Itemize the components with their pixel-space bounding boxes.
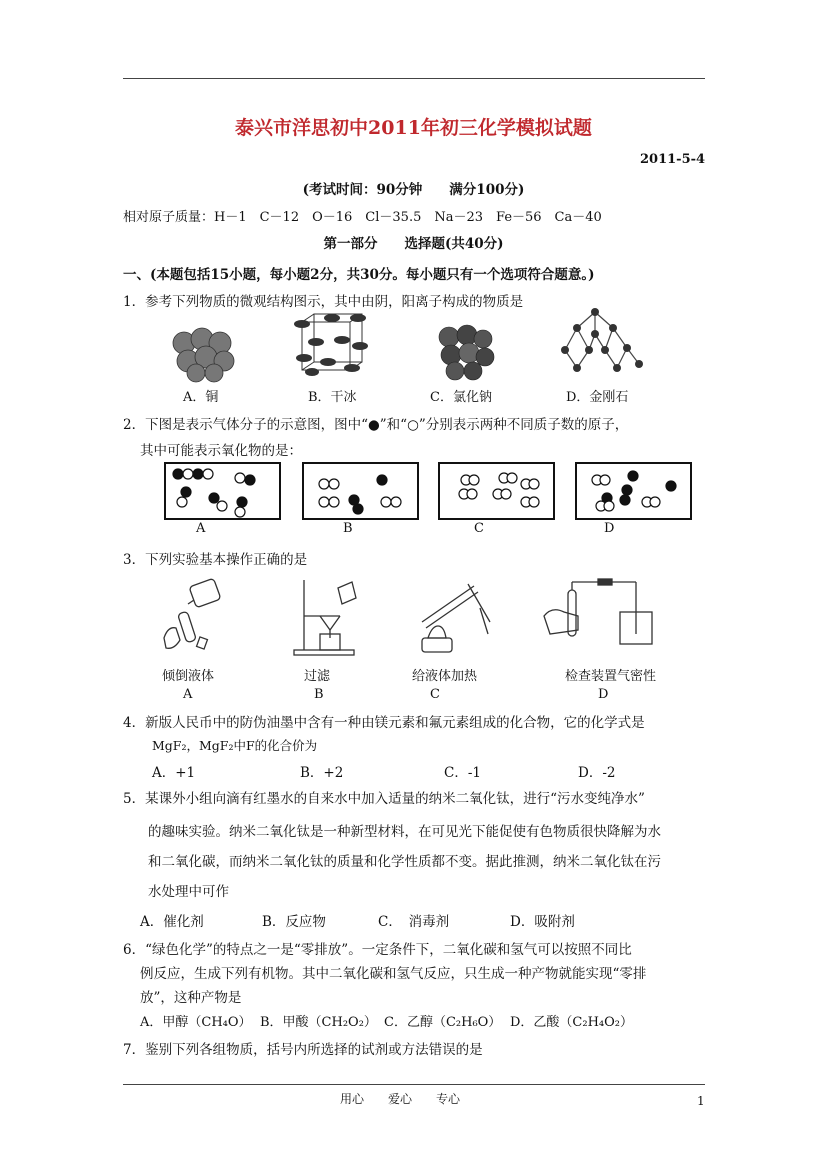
q3-stem: 3．下列实验基本操作正确的是 bbox=[123, 552, 308, 568]
q6-option-a: A．甲醇（CH₄O） bbox=[140, 1015, 252, 1030]
molecule-diagram-b bbox=[302, 462, 420, 522]
q4-stem-line2: MgF₂，MgF₂中F的化合价为 bbox=[152, 738, 318, 753]
page-title: 泰兴市洋思初中2011年初三化学模拟试题 bbox=[235, 117, 592, 139]
q2-stem-line2: 其中可能表示氧化物的是： bbox=[140, 443, 302, 459]
copper-structure-image bbox=[170, 323, 240, 381]
q5-option-d: D．吸附剂 bbox=[510, 914, 575, 930]
q2-label-d: D bbox=[604, 521, 615, 536]
atomic-masses: 相对原子质量：H－1 C－12 O－16 Cl－35.5 Na－23 Fe－56 Ca－40 bbox=[123, 210, 602, 225]
heating-liquid-image bbox=[408, 578, 498, 658]
q5-line3: 和二氧化碳，而纳米二氧化钛的质量和化学性质都不变。据此推测，纳米二氧化钛在污 bbox=[148, 854, 661, 870]
part-heading: 第一部分 选择题(共40分) bbox=[323, 236, 504, 252]
q6-line1: 6．“绿色化学”的特点之一是“零排放”。一定条件下，二氧化碳和氢气可以按照不同比 bbox=[123, 942, 632, 958]
q6-option-b: B．甲酸（CH₂O₂） bbox=[260, 1015, 377, 1030]
q3-label-b: B bbox=[314, 687, 324, 702]
q7-stem: 7．鉴别下列各组物质，括号内所选择的试剂或方法错误的是 bbox=[123, 1042, 483, 1058]
dry-ice-structure-image bbox=[292, 312, 372, 382]
exam-info: (考试时间：90分钟 满分100分) bbox=[302, 182, 525, 198]
filtration-image bbox=[290, 578, 370, 658]
q3-caption-c: 给液体加热 bbox=[412, 669, 478, 684]
q2-label-c: C bbox=[474, 521, 484, 536]
molecule-diagram-c bbox=[438, 462, 556, 522]
q5-option-b: B．反应物 bbox=[262, 914, 326, 930]
q1-option-a: A．铜 bbox=[183, 390, 219, 405]
q2-stem-line1: 2．下图是表示气体分子的示意图，图中“●”和“○”分别表示两种不同质子数的原子， bbox=[123, 417, 629, 433]
footer-rule bbox=[123, 1084, 705, 1085]
q1-option-c: C．氯化钠 bbox=[430, 390, 492, 405]
q1-stem: 1．参考下列物质的微观结构图示，其中由阴，阳离子构成的物质是 bbox=[123, 294, 524, 310]
q6-option-c: C．乙醇（C₂H₆O） bbox=[384, 1015, 502, 1030]
q2-label-b: B bbox=[343, 521, 353, 536]
q5-option-a: A．催化剂 bbox=[140, 914, 204, 930]
q1-option-b: B．干冰 bbox=[308, 390, 357, 405]
exam-date: 2011-5-4 bbox=[640, 152, 706, 167]
molecule-diagram-d bbox=[575, 462, 693, 522]
q4-option-d: D．-2 bbox=[578, 765, 616, 781]
q3-label-d: D bbox=[598, 687, 609, 702]
q3-label-a: A bbox=[183, 687, 193, 702]
q6-option-d: D．乙酸（C₂H₄O₂） bbox=[510, 1015, 633, 1030]
airtightness-check-image bbox=[540, 576, 670, 658]
page-number: 1 bbox=[697, 1094, 705, 1108]
diamond-structure-image bbox=[555, 306, 645, 382]
q4-stem-line1: 4．新版人民币中的防伪油墨中含有一种由镁元素和氟元素组成的化合物，它的化学式是 bbox=[123, 715, 645, 731]
q4-option-b: B．+2 bbox=[300, 765, 344, 781]
q5-option-c: C． 消毒剂 bbox=[378, 914, 450, 930]
q1-option-d: D．金刚石 bbox=[566, 390, 629, 405]
footer-motto: 用心 爱心 专心 bbox=[340, 1092, 461, 1106]
q5-line4: 水处理中可作 bbox=[148, 884, 229, 900]
sodium-chloride-structure-image bbox=[437, 323, 495, 381]
pouring-liquid-image bbox=[158, 578, 228, 656]
q2-label-a: A bbox=[196, 521, 206, 536]
molecule-diagram-a bbox=[164, 462, 282, 522]
q4-option-c: C．-1 bbox=[444, 765, 481, 781]
q3-caption-a: 倾倒液体 bbox=[162, 669, 215, 684]
header-rule bbox=[123, 78, 705, 79]
q3-caption-d: 检查装置气密性 bbox=[565, 669, 657, 684]
section-one-heading: 一、(本题包括15小题，每小题2分，共30分。每小题只有一个选项符合题意。) bbox=[123, 267, 595, 283]
q3-caption-b: 过滤 bbox=[304, 669, 331, 684]
q5-line1: 5．某课外小组向滴有红墨水的自来水中加入适量的纳米二氧化钛，进行“污水变纯净水” bbox=[123, 791, 645, 807]
q3-label-c: C bbox=[430, 687, 440, 702]
q6-line3: 放”，这种产物是 bbox=[140, 990, 242, 1006]
q4-option-a: A．+1 bbox=[152, 765, 196, 781]
q6-line2: 例反应，生成下列有机物。其中二氧化碳和氢气反应，只生成一种产物就能实现“零排 bbox=[140, 966, 647, 982]
q5-line2: 的趣味实验。纳米二氧化钛是一种新型材料，在可见光下能促使有色物质很快降解为水 bbox=[148, 824, 661, 840]
